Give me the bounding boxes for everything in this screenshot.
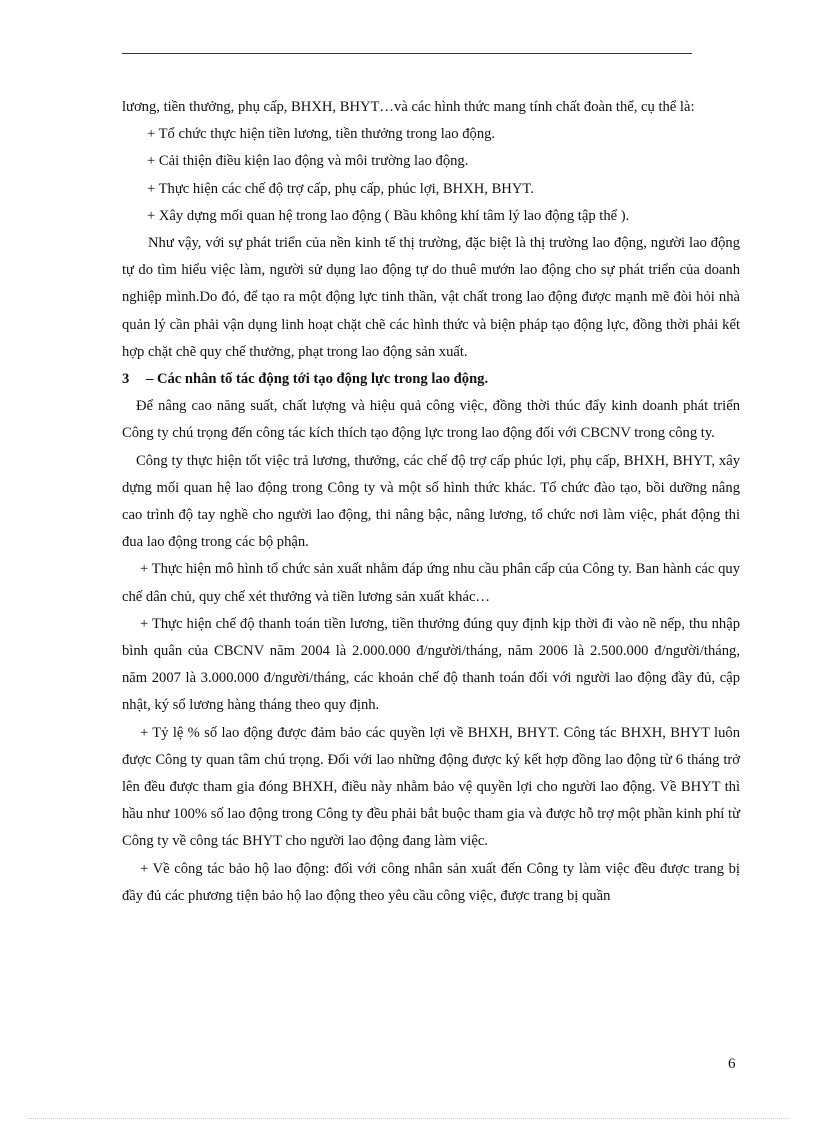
paragraph-productivity: Để nâng cao năng suất, chất lượng và hiệu quả công việc, đồng thời thúc đẩy kinh doanh phát triển Công ty chú trọng đến công tác kích thích tạo động lực trong lao động đối với CBCNV trong công ty. xyxy=(122,398,740,442)
plus-item-production-model: + Thực hiện mô hình tổ chức sản xuất nhằm đáp ứng nhu cầu phân cấp của Công ty. Ban hành các quy chế dân chủ, quy chế xét thưởng và tiền lương sản xuất khác… xyxy=(122,561,740,605)
bullet-item-conditions: + Cải thiện điều kiện lao động và môi trường lao động. xyxy=(147,153,469,170)
bullet-item-allowances: + Thực hiện các chế độ trợ cấp, phụ cấp, phúc lợi, BHXH, BHYT. xyxy=(147,180,534,197)
section-title: – Các nhân tố tác động tới tạo động lực trong lao động. xyxy=(146,371,489,388)
header-rule xyxy=(122,53,692,54)
page-body xyxy=(122,94,740,910)
paragraph-company-policies: Công ty thực hiện tốt việc trả lương, thưởng, các chế độ trợ cấp phúc lợi, phụ cấp, BHXH, BHYT, xây dựng mối quan hệ lao động trong Công ty và một số hình thức khác. Tổ chức đào tạo, bồi dưỡng nâng cao trình độ tay nghề cho người lao động, thi nâng bậc, nâng lương, tổ chức nơi làm việc, phát động thi đua lao động trong các bộ phận. xyxy=(122,452,740,551)
page-number: 6 xyxy=(728,1056,736,1072)
footer-rule xyxy=(28,1118,788,1119)
bullet-item-salary: + Tổ chức thực hiện tiền lương, tiền thưởng trong lao động. xyxy=(147,126,496,143)
plus-item-insurance: + Tỷ lệ % số lao động được đảm bảo các quyền lợi về BHXH, BHYT. Công tác BHXH, BHYT luôn được Công ty quan tâm chú trọng. Đối với lao những động được ký kết hợp đồng lao động từ 6 tháng trở lên đều được tham gia đóng BHXH, điều này nhằm bảo vệ quyền lợi cho người lao động. Về BHYT thì hầu như 100% số lao động trong Công ty đều phải bắt buộc tham gia và được hỗ trợ một phần kinh phí từ Công ty về công tác BHYT cho người lao động đang làm việc. xyxy=(122,724,740,850)
plus-item-labor-protection: + Về công tác bảo hộ lao động: đối với công nhân sản xuất đến Công ty làm việc đều được trang bị đầy đủ các phương tiện bảo hộ lao động theo yêu cầu công việc, được trang bị quần xyxy=(122,860,740,904)
plus-item-payment: + Thực hiện chế độ thanh toán tiền lương, tiền thưởng đúng quy định kịp thời đi vào nề nếp, thu nhập bình quân của CBCNV năm 2004 là 2.000.000 đ/người/tháng, năm 2006 là 2.500.000 đ/người/tháng, năm 2007 là 3.000.000 đ/người/tháng, các khoản chế độ thanh toán đối với người lao động đầy đủ, cập nhật, ký sổ lương hàng tháng theo quy định. xyxy=(122,615,740,714)
bullet-item-relations: + Xây dựng mối quan hệ trong lao động ( Bầu không khí tâm lý lao động tập thể ). xyxy=(147,207,630,224)
section-number: 3 xyxy=(122,371,130,388)
section-heading xyxy=(122,366,740,393)
paragraph-market-economy: Như vậy, với sự phát triển của nền kinh tế thị trường, đặc biệt là thị trường lao động, người lao động tự do tìm hiểu việc làm, người sử dụng lao động tự do thuê mướn lao động cho sự phát triển của doanh nghiệp mình.Do đó, để tạo ra một động lực tinh thần, vật chất trong lao động được mạnh mẽ đòi hỏi nhà quản lý cần phải vận dụng linh hoạt chặt chẽ các hình thức và biện pháp tạo động lực, đồng thời phải kết hợp chặt chẽ quy chế thưởng, phạt trong lao động sản xuất. xyxy=(122,235,740,360)
paragraph-intro-continuation: lương, tiền thưởng, phụ cấp, BHXH, BHYT…và các hình thức mang tính chất đoàn thể, cụ thể là: xyxy=(122,99,695,115)
